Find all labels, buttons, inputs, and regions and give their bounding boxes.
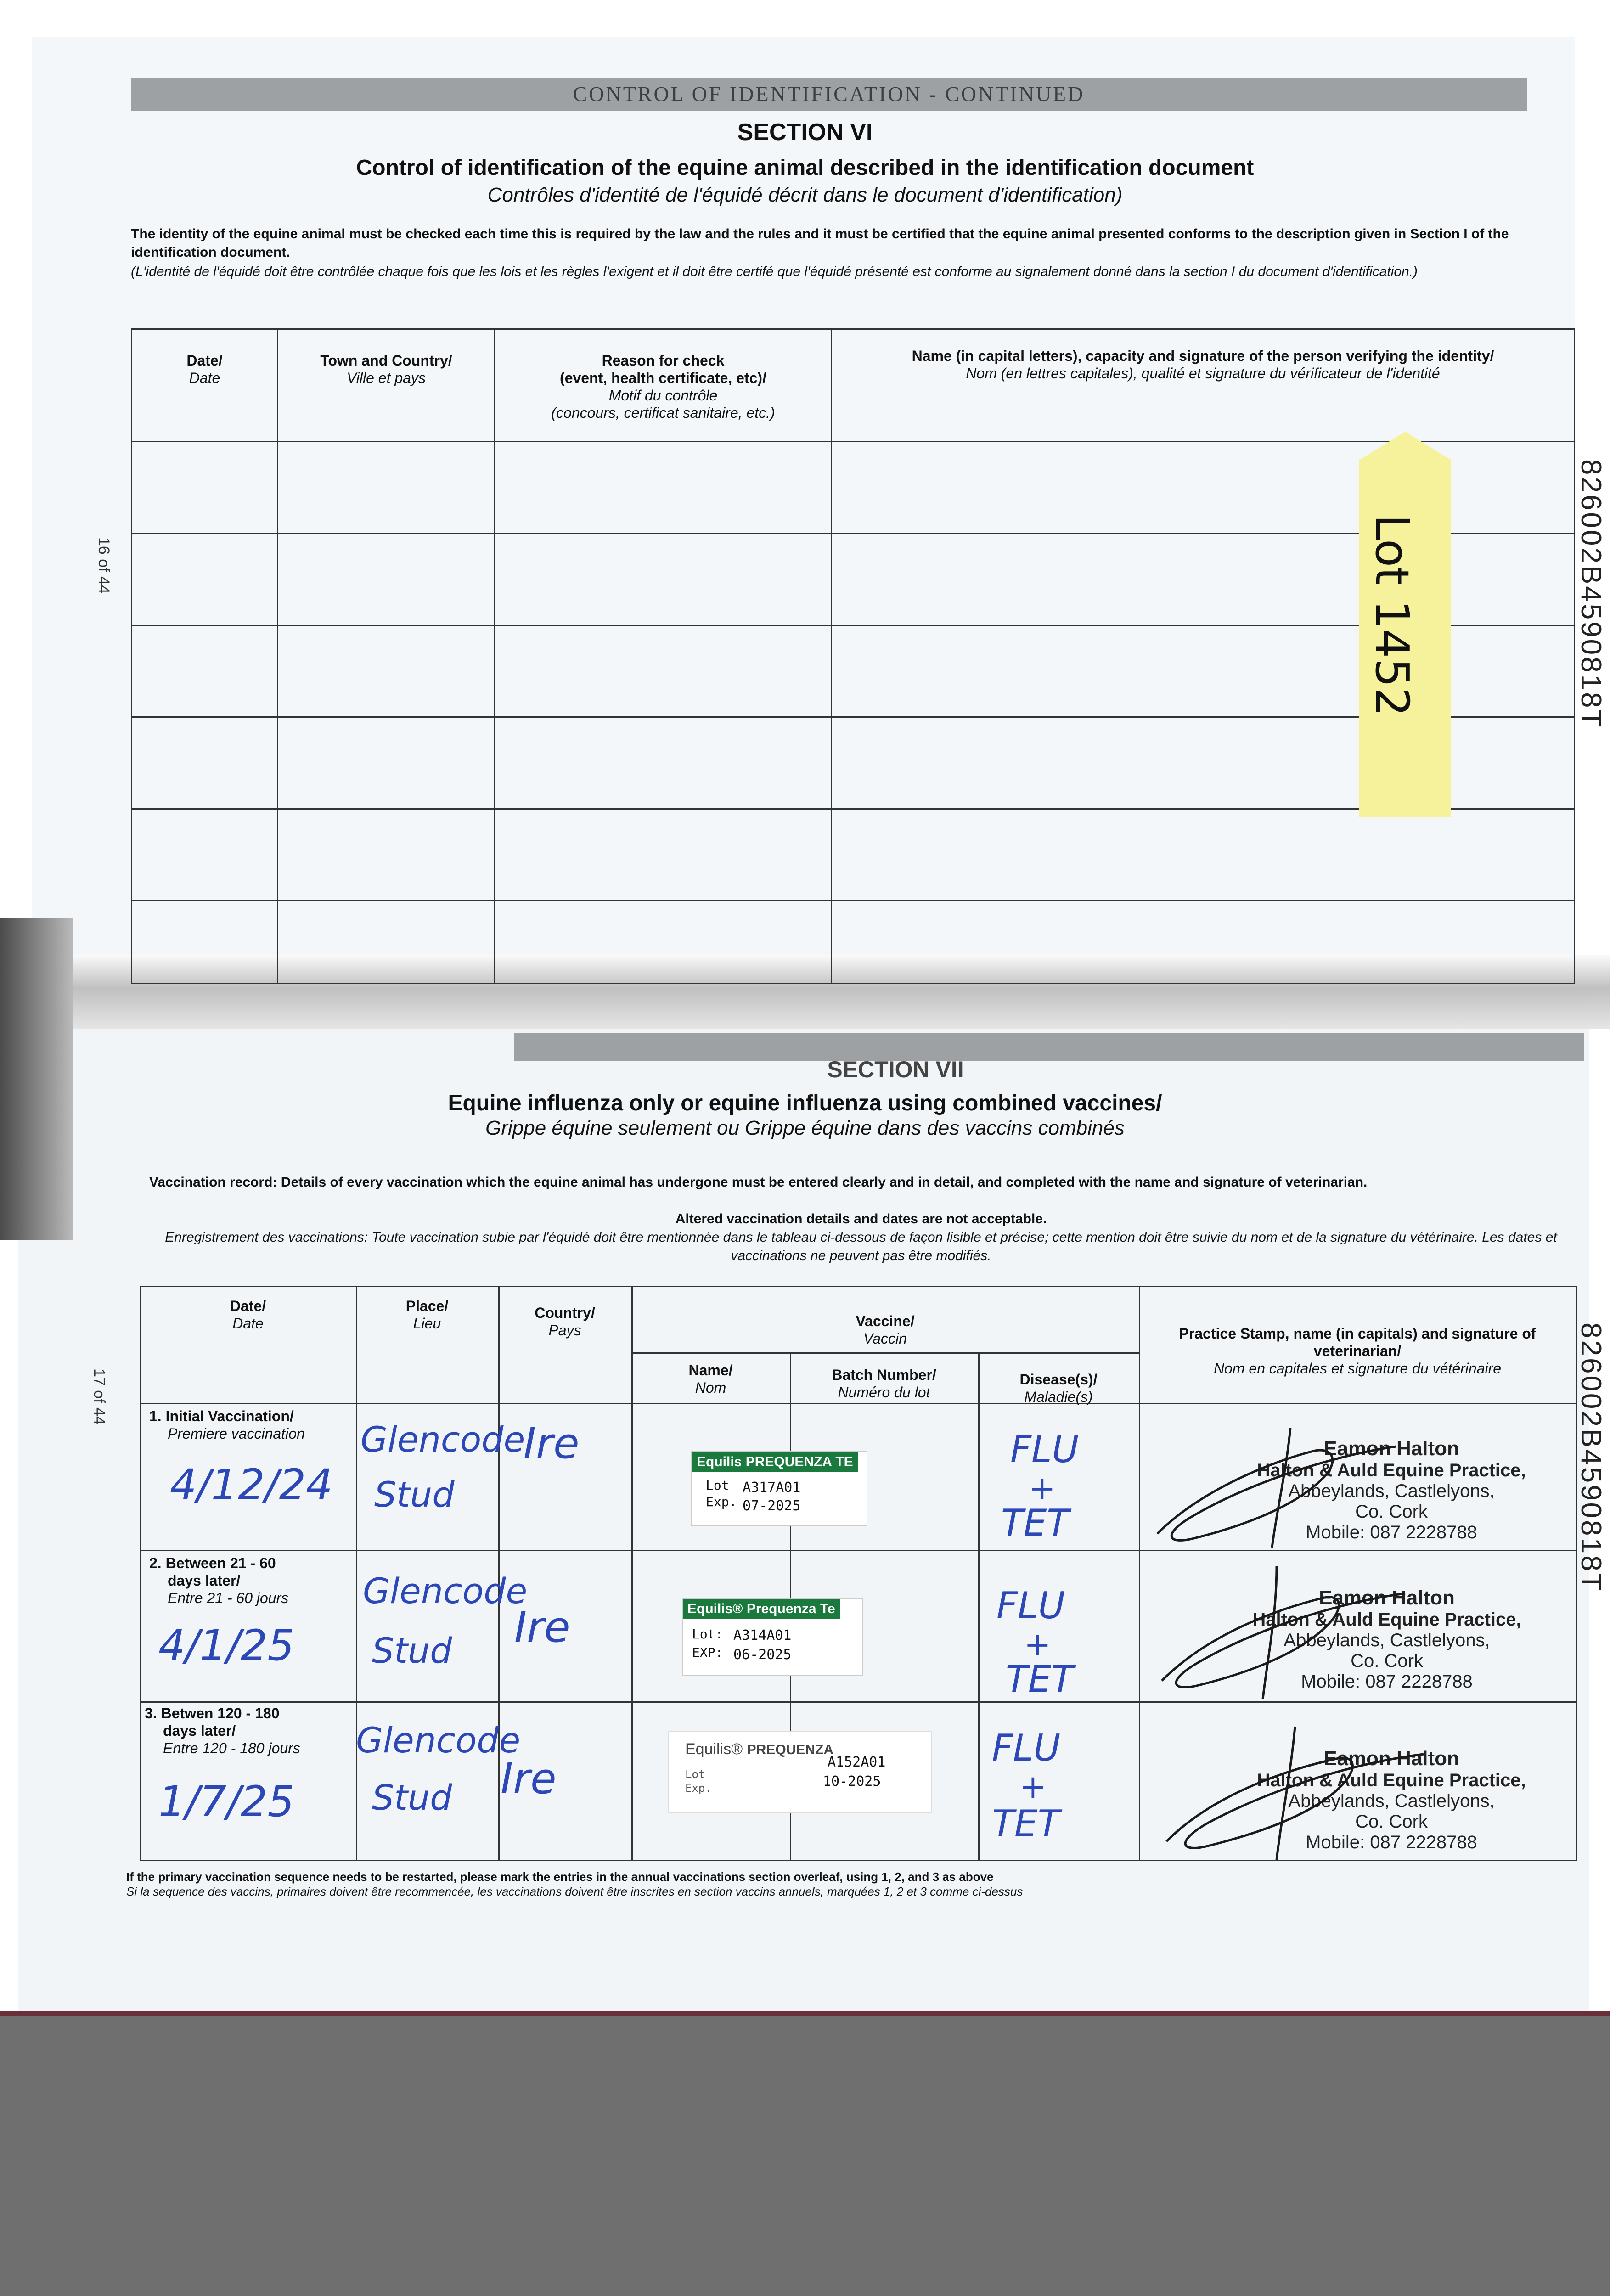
col-header-reason: Reason for check (event, health certificate, etc)/ Motif du contrôle (concours, certificat sanitaire, etc.) [495, 329, 832, 442]
section7-subtitle-en: Equine influenza only or equine influenza using combined vaccines/ [448, 1091, 1162, 1115]
vcol-header-vaccine: Vaccine/ Vaccin [856, 1313, 915, 1347]
binding-shadow [0, 918, 73, 1240]
page-number-upper: 16 of 44 [95, 537, 113, 594]
row1-disease-3: TET [1001, 1502, 1070, 1544]
row2-disease-3: TET [1006, 1658, 1074, 1700]
row1-vaccine-label [691, 1451, 867, 1526]
row2-exp-label: EXP: [692, 1645, 723, 1660]
row3-label: 3. Betwen 120 - 180 days later/ Entre 120 - 180 jours [145, 1705, 300, 1756]
row1-exp: 07-2025 [743, 1498, 801, 1514]
row3-place-line2: Stud [372, 1777, 452, 1818]
row3-vet-stamp: Eamon Halton Halton & Auld Equine Practice, Abbeylands, Castlelyons, Co. Cork Mobile: 087 2228788 [1257, 1747, 1526, 1852]
section-header-bar [131, 78, 1527, 111]
table-row [132, 534, 1575, 625]
vcol-header-vaccine-name: Name/ Nom [688, 1362, 733, 1396]
row2-disease-2: + [1024, 1626, 1051, 1663]
row1-signature [1139, 1419, 1414, 1557]
row1-exp-label: Exp. [706, 1494, 737, 1509]
vcol-header-stamp: Practice Stamp, name (in capitals) and signature of veterinarian/ Nom en capitales et signature du vétérinaire [1179, 1325, 1536, 1377]
row1-date: 4/12/24 [170, 1460, 333, 1509]
section7-title: SECTION VII [827, 1057, 964, 1082]
row1-country: Ire [524, 1419, 580, 1468]
table-row [132, 809, 1575, 901]
col-header-date: Date/ Date [132, 329, 278, 442]
row3-vaccine-label-brand: Equilis® PREQUENZA [685, 1740, 834, 1758]
section6-paragraph-fr: (L'identité de l'équidé doit être contrôlée chaque fois que les lois et les règles l'exigent et il doit être certifé que l'équidé présenté est conforme au signalement donné dans la section I du document d'identification.) [131, 264, 1418, 279]
vcol-header-place: Place/ Lieu [405, 1298, 449, 1332]
row2-exp: 06-2025 [733, 1647, 792, 1663]
footer-note-fr: Si la sequence des vaccins, primaires doivent être recommencée, les vaccinations doivent être inscrites en section vaccins annuels, marquées 1, 2 et 3 comme ci-dessus [126, 1885, 1023, 1898]
row3-exp-label: Exp. [685, 1782, 712, 1795]
row2-label: 2. Between 21 - 60 days later/ Entre 21 - 60 jours [149, 1555, 289, 1606]
row1-place-line1: Glencode [360, 1419, 525, 1460]
row3-disease-2: + [1019, 1768, 1047, 1806]
scanner-background [0, 2016, 1610, 2296]
row3-disease-3: TET [992, 1802, 1060, 1845]
row2-country: Ire [514, 1603, 570, 1652]
vcol-header-batch: Batch Number/ Numéro du lot [832, 1367, 936, 1401]
row3-lot: A152A01 [828, 1754, 886, 1770]
row2-lot-label: Lot: [692, 1626, 723, 1642]
row1-vaccine-label-brand: Equilis PREQUENZA TE [692, 1452, 858, 1472]
identity-check-table [131, 328, 1575, 984]
row3-exp: 10-2025 [823, 1773, 881, 1790]
sticky-note-tip [1359, 432, 1451, 460]
section6-subtitle-en: Control of identification of the equine animal described in the identification document [356, 156, 1254, 180]
col-header-verifier: Name (in capital letters), capacity and signature of the person verifying the identity/ Nom (en lettres capitales), qualité et signature du vérificateur de l'identité [832, 329, 1575, 442]
table-row [132, 625, 1575, 717]
section-header-text: CONTROL OF IDENTIFICATION - CONTINUED [573, 82, 1085, 106]
row2-lot: A314A01 [733, 1627, 792, 1643]
section7-subtitle-fr: Grippe équine seulement ou Grippe équine dans des vaccins combinés [485, 1117, 1125, 1139]
section6-paragraph-en: The identity of the equine animal must be checked each time this is required by the law and the rules and it must be certified that the equine animal presented conforms to the description given in Section I of the identification document. [131, 226, 1509, 260]
footer-note-en: If the primary vaccination sequence needs to be restarted, please mark the entries in the annual vaccinations section overleaf, using 1, 2, and 3 as above [126, 1870, 994, 1884]
sticky-note-text: Lot 1452 [1365, 514, 1419, 717]
row3-date: 1/7/25 [158, 1777, 295, 1826]
row2-vet-stamp: Eamon Halton Halton & Auld Equine Practice, Abbeylands, Castlelyons, Co. Cork Mobile: 087 2228788 [1252, 1587, 1521, 1692]
row1-lot-label: Lot [706, 1478, 729, 1493]
row2-date: 4/1/25 [158, 1621, 295, 1670]
row1-place-line2: Stud [374, 1474, 455, 1515]
row3-disease-1: FLU [992, 1727, 1061, 1769]
row1-vet-stamp: Eamon Halton Halton & Auld Equine Practice, Abbeylands, Castlelyons, Co. Cork Mobile: 087 2228788 [1257, 1437, 1526, 1542]
row3-place-line1: Glencode [356, 1720, 521, 1761]
row2-signature [1139, 1561, 1424, 1704]
row3-lot-label: Lot [685, 1768, 705, 1781]
row1-label: 1. Initial Vaccination/ Premiere vaccination [149, 1408, 305, 1442]
page-number-lower: 17 of 44 [90, 1368, 108, 1425]
barcode-number-lower: 826002B4590818T [1575, 1322, 1607, 1593]
row3-vaccine-label [668, 1731, 932, 1813]
section6-title: SECTION VI [737, 119, 873, 146]
row2-vaccine-label [682, 1598, 863, 1676]
section7-paragraph-fr: Enregistrement des vaccinations: Toute vaccination subie par l'équidé doit être mentionnée dans le tableau ci-dessous de façon lisible et précise; cette mention doit être suivie du nom et de la signature du vétérinaire. Les dates et vaccinations ne peuvent pas être modifiés. [165, 1230, 1557, 1263]
section6-subtitle-fr: Contrôles d'identité de l'équidé décrit dans le document d'identification) [487, 184, 1123, 206]
row2-place-line2: Stud [372, 1630, 452, 1671]
col-header-town: Town and Country/ Ville et pays [278, 329, 495, 442]
section7-paragraph-en: Vaccination record: Details of every vaccination which the equine animal has undergone must be entered clearly and in detail, and completed with the name and signature of veterinarian. [149, 1175, 1368, 1190]
table-row [132, 717, 1575, 809]
barcode-number-upper: 826002B4590818T [1575, 459, 1607, 729]
row2-vaccine-label-brand: Equilis® Prequenza Te [683, 1599, 840, 1619]
row2-place-line1: Glencode [363, 1570, 528, 1611]
table-row [132, 901, 1575, 984]
row1-disease-1: FLU [1010, 1428, 1079, 1471]
row3-signature [1148, 1717, 1442, 1864]
row2-disease-1: FLU [996, 1584, 1065, 1627]
vcol-header-disease: Disease(s)/ Maladie(s) [1019, 1371, 1098, 1405]
vcol-header-date: Date/ Date [230, 1298, 266, 1332]
row1-disease-2: + [1029, 1469, 1056, 1507]
vcol-header-country: Country/ Pays [535, 1305, 595, 1339]
table-row [132, 442, 1575, 534]
row3-country: Ire [501, 1754, 557, 1803]
row1-lot: A317A01 [743, 1480, 801, 1496]
section7-paragraph-en-2: Altered vaccination details and dates are not acceptable. [675, 1211, 1047, 1227]
